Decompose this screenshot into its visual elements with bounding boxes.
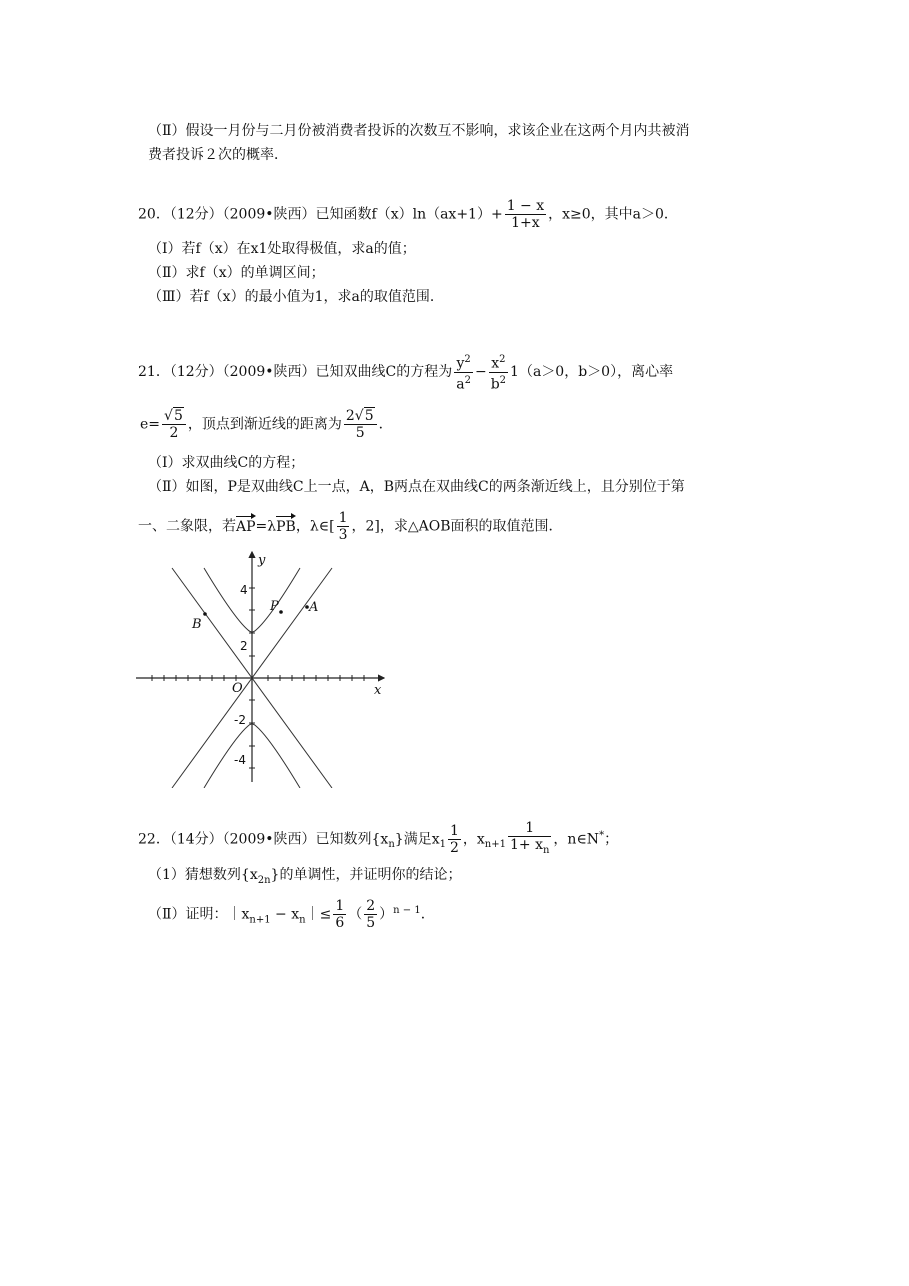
point-b-label: B	[192, 617, 202, 632]
q22-q	[364, 898, 377, 931]
q21-third-num: 1	[338, 510, 348, 526]
q21-e-label: e=	[140, 416, 161, 433]
q22-p2-pre: （Ⅱ）证明：	[148, 906, 228, 923]
q22-comma: ，x	[462, 831, 485, 848]
q20-tail: ，x≥0，其中a＞0．	[548, 206, 678, 223]
q21-exp-b: 2	[499, 374, 507, 386]
q21-exp-a: 2	[464, 374, 471, 386]
q22-ratio-den: 6	[335, 915, 345, 931]
q20-frac-num: 1 − x	[506, 198, 545, 214]
q22-tail: ，n∈N	[553, 831, 600, 848]
q22-paren-r: ）	[379, 906, 394, 923]
q20-part3: （Ⅲ）若f（x）的最小值为1，求a的取值范围．	[148, 289, 444, 305]
vector-pb: PB	[276, 514, 296, 536]
q21-minus: −	[474, 364, 487, 381]
point-b	[203, 612, 207, 616]
q21-dist-den: 5	[355, 425, 365, 441]
q22-ratio	[333, 898, 346, 931]
q19-part2-line2: 费者投诉２次的概率．	[148, 147, 288, 163]
q21-mid: ，顶点到渐近线的距离为	[187, 416, 342, 433]
q21-exp-y: 2	[464, 354, 471, 365]
q22-end: ．	[420, 906, 435, 923]
q22-half-den: 2	[449, 839, 459, 856]
q22-part2	[148, 898, 435, 931]
q20-header	[138, 198, 678, 231]
origin-label: O	[232, 681, 243, 696]
q22-part1	[148, 866, 461, 890]
q20-head: 20．（12分）（2009•陕西）已知函数f（x）ln（ax+1）+	[138, 206, 503, 223]
tick-label-2: 2	[240, 639, 248, 653]
q21-tail: 1（a＞0，b＞0），离心率	[510, 364, 674, 381]
q22-exp: n − 1	[393, 904, 421, 916]
tick-label-neg2: -2	[234, 713, 246, 727]
q22-rec-den: 1+ x	[509, 837, 543, 853]
q21-dist-coef: 2	[345, 408, 355, 424]
q21-third	[337, 510, 350, 543]
q21-e-den: 2	[169, 425, 179, 441]
q20-fraction	[505, 198, 546, 231]
q21-frac-y	[454, 352, 473, 392]
q21-head: 21．（12分）（2009•陕西）已知双曲线C的方程为	[138, 364, 453, 381]
q21-third-den: 3	[338, 527, 348, 543]
q21-p2-pre: 一、二象限，若	[138, 518, 236, 535]
q21-frac-x	[489, 352, 508, 392]
q22-p1-pre: （1）猜想数列{x	[148, 867, 258, 883]
y-axis-label: y	[258, 553, 266, 568]
q20-frac-den: 1+x	[511, 215, 540, 231]
q22-half	[448, 823, 461, 856]
q22-q-num: 2	[366, 898, 376, 914]
q22-rec-num: 1	[508, 820, 551, 837]
q22-head: 22．（14分）（2009•陕西）已知数列{x	[138, 831, 389, 848]
tick-label-neg4: -4	[234, 753, 246, 767]
tick-label-4: 4	[240, 583, 248, 597]
q22-abs-sub1: n+1	[249, 914, 271, 926]
x-axis-label: x	[374, 683, 382, 698]
q22-sub-n: n	[388, 839, 395, 851]
q21-part1: （Ⅰ）求双曲线C的方程；	[148, 455, 305, 471]
q19-part2-line1: （Ⅱ）假设一月份与二月份被消费者投诉的次数互不影响，求该企业在这两个月内共被消	[148, 123, 690, 139]
q21-x: x	[491, 355, 500, 372]
q21-part2-line2	[138, 510, 563, 543]
point-p	[279, 610, 283, 614]
q22-half-num: 1	[449, 822, 459, 839]
q22-p1-sub: 2n	[257, 874, 271, 886]
q21-y: y	[456, 355, 465, 372]
q22-abs-sub2: n	[299, 914, 306, 926]
q22-abs-a: ｜x	[227, 906, 250, 923]
q22-ratio-num: 1	[335, 898, 345, 914]
q21-eq-lambda: =λ	[255, 518, 277, 535]
q21-part2-line1: （Ⅱ）如图，P是双曲线C上一点，A，B两点在双曲线C的两条渐近线上，且分别位于第	[148, 479, 685, 495]
point-a-label: A	[309, 600, 319, 615]
q22-recursion	[508, 820, 551, 859]
q20-part1: （Ⅰ）若f（x）在x1处取得极值，求a的值；	[148, 241, 416, 257]
q21-a: a	[456, 376, 465, 393]
q21-e-frac: $\frac{√5}{2}$	[162, 408, 186, 441]
q22-paren-l: （	[348, 906, 363, 923]
q21-eccentricity-line	[140, 408, 393, 441]
q21-period: ．	[378, 416, 393, 433]
hyperbola-figure	[136, 548, 396, 788]
q22-sub-1: 1	[439, 839, 446, 851]
q22-p1-post: }的单调性，并证明你的结论；	[270, 867, 462, 883]
q21-e-sqrt: 5	[173, 408, 183, 424]
q22-head2: }满足x	[394, 831, 440, 848]
q21-header	[138, 352, 673, 392]
q21-lambda-in: ，λ∈[	[295, 518, 335, 535]
q22-header	[138, 820, 618, 859]
q22-sub-n1: n+1	[484, 839, 506, 851]
q22-q-den: 5	[366, 915, 376, 931]
q22-star: *	[599, 829, 605, 841]
q21-dist-frac: $\frac{2√5}{5}$	[344, 408, 377, 441]
vector-ap: AP	[236, 514, 256, 536]
q21-b: b	[490, 376, 500, 393]
q22-semi: ；	[604, 831, 619, 848]
q20-part2: （Ⅱ）求f（x）的单调区间；	[148, 265, 325, 281]
q21-p2-post: ，2]，求△AOB面积的取值范围．	[351, 518, 563, 535]
q21-exp-x: 2	[499, 354, 506, 365]
q22-rec-den-sub: n	[542, 844, 550, 856]
q22-abs-c: ｜≤	[305, 906, 332, 923]
point-p-label: P	[270, 599, 279, 614]
q21-dist-sqrt: 5	[364, 408, 374, 424]
q22-abs-b: − x	[270, 906, 300, 923]
